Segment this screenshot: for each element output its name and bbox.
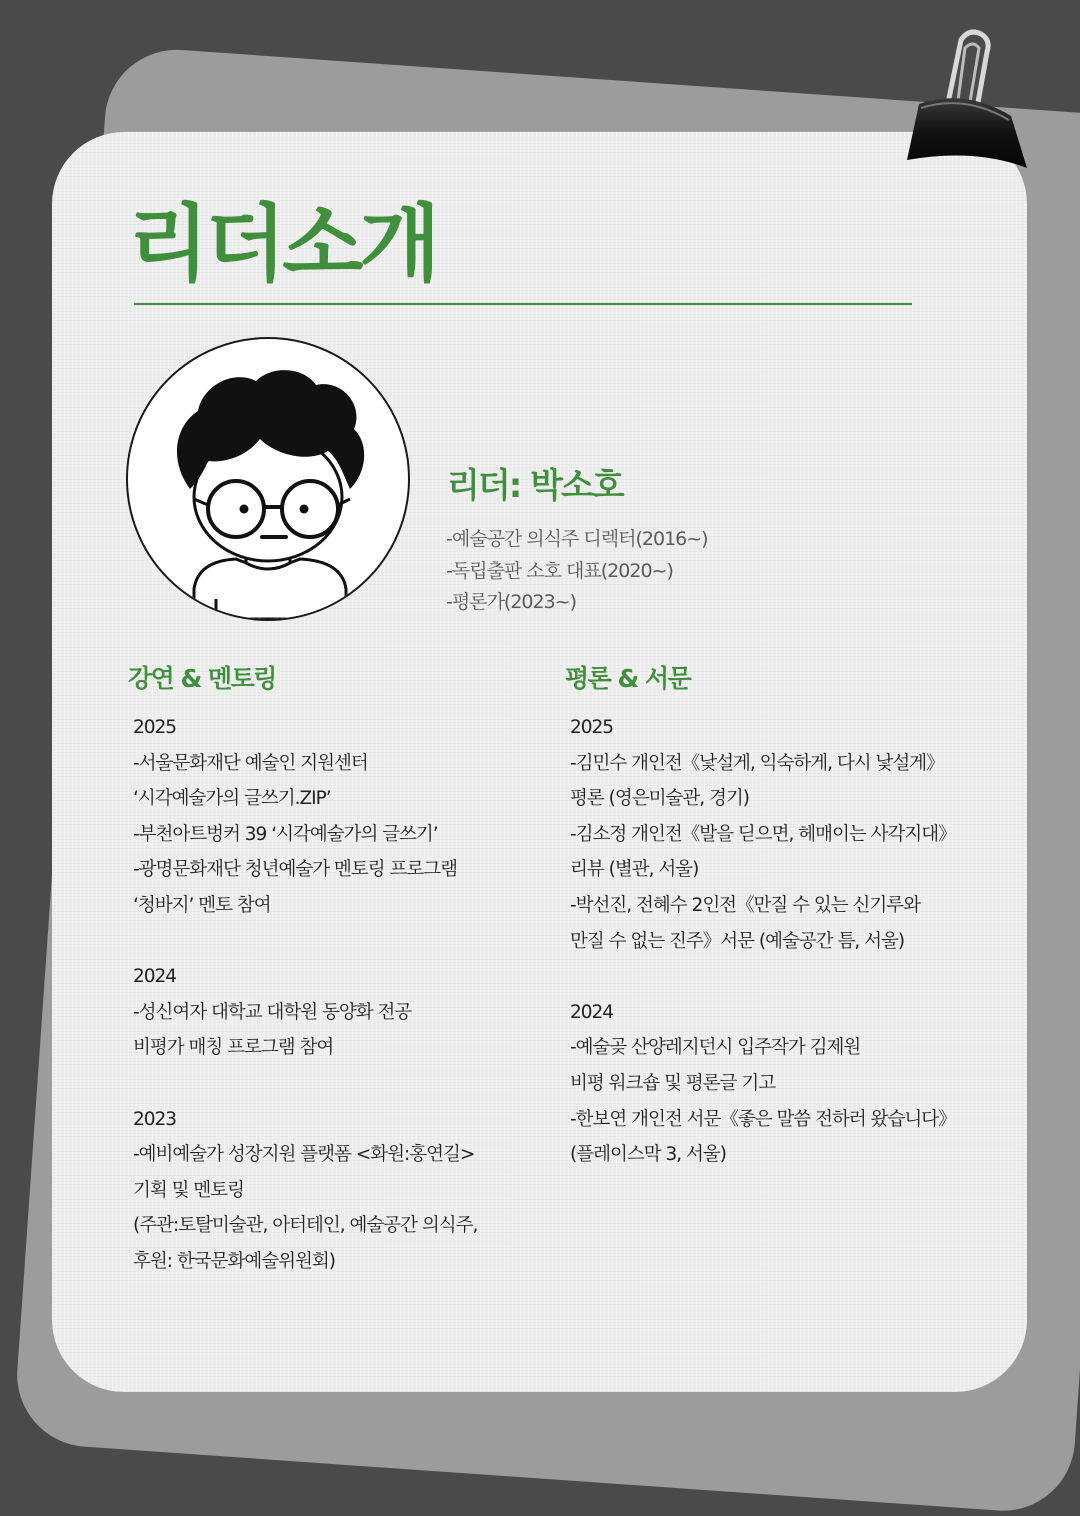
page-title: 리더소개 bbox=[128, 195, 437, 293]
list-item: -예비예술가 성장지원 플랫폼 <화원:홍연길> bbox=[133, 1144, 475, 1166]
role-item: -평론가(2023~) bbox=[446, 591, 577, 613]
list-item: 평론 (영은미술관, 경기) bbox=[570, 788, 749, 810]
lectures-list bbox=[128, 710, 558, 1280]
role-item: -예술공간 의식주 디렉터(2016~) bbox=[446, 528, 708, 550]
list-item: -서울문화재단 예술인 지원센터 bbox=[133, 752, 368, 774]
role-item: -독립출판 소호 대표(2020~) bbox=[446, 559, 673, 582]
list-item: 2023 bbox=[133, 1108, 177, 1130]
title-divider bbox=[134, 303, 912, 305]
list-item: 비평 워크숍 및 평론글 기고 bbox=[570, 1072, 776, 1094]
list-spacer bbox=[570, 959, 985, 995]
list-item: -김민수 개인전《낯설게, 익숙하게, 다시 낯설게》 bbox=[570, 752, 944, 774]
list-item: 리뷰 (별관, 서울) bbox=[570, 859, 699, 881]
avatar-illustration bbox=[128, 339, 408, 619]
list-spacer bbox=[133, 924, 558, 960]
list-item: 2024 bbox=[570, 1001, 614, 1023]
list-item: -성신여자 대학교 대학원 동양화 전공 bbox=[133, 1001, 412, 1023]
list-item: 기획 및 멘토링 bbox=[133, 1179, 244, 1201]
list-item: 2024 bbox=[133, 966, 177, 988]
reviews-prefaces-section bbox=[565, 662, 985, 1173]
list-item: -김소정 개인전《발을 딛으면, 헤매이는 사각지대》 bbox=[570, 823, 956, 845]
list-item: 2025 bbox=[570, 717, 614, 738]
section-heading-reviews: 평론 & 서문 bbox=[565, 664, 691, 693]
section-heading-lectures: 강연 & 멘토링 bbox=[128, 664, 276, 693]
list-item: -광명문화재단 청년예술가 멘토링 프로그램 bbox=[133, 859, 457, 881]
list-item: ‘청바지’ 멘토 참여 bbox=[133, 894, 271, 916]
leader-roles bbox=[446, 524, 708, 619]
list-item: -예술곶 산양레지던시 입주작가 김제원 bbox=[570, 1037, 861, 1059]
list-item: ‘시각예술가의 글쓰기.ZIP’ bbox=[133, 788, 331, 810]
lectures-mentoring-section bbox=[128, 662, 558, 1280]
list-item: (주관:토탈미술관, 아터테인, 예술공간 의식주, bbox=[133, 1215, 478, 1237]
list-spacer bbox=[133, 1066, 558, 1102]
list-item: 비평가 매칭 프로그램 참여 bbox=[133, 1037, 334, 1059]
avatar bbox=[126, 337, 410, 621]
list-item: -한보연 개인전 서문《좋은 말씀 전하러 왔습니다》 bbox=[570, 1108, 956, 1130]
profile-card bbox=[52, 132, 1027, 1392]
list-item: 후원: 한국문화예술위원회) bbox=[133, 1250, 335, 1272]
binder-clip-icon bbox=[905, 28, 1030, 178]
list-item: 만질 수 없는 진주》서문 (예술공간 틈, 서울) bbox=[570, 930, 905, 952]
reviews-list bbox=[565, 710, 985, 1173]
list-item: -부천아트벙커 39 ‘시각예술가의 글쓰기’ bbox=[133, 823, 438, 845]
list-item: (플레이스막 3, 서울) bbox=[570, 1144, 726, 1166]
leader-name: 리더: 박소호 bbox=[447, 466, 623, 506]
list-item: -박선진, 전혜수 2인전《만질 수 있는 신기루와 bbox=[570, 894, 921, 916]
list-item: 2025 bbox=[133, 717, 177, 738]
